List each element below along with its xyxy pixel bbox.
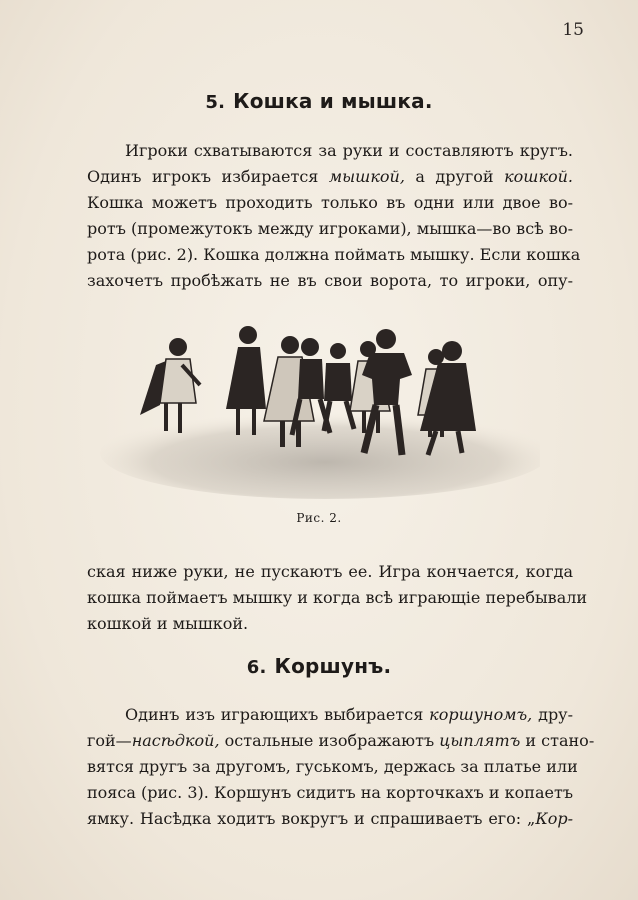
text-line <box>87 754 578 780</box>
text-line <box>87 728 595 754</box>
text-fragment: Одинъ изъ играющихъ выбирается <box>125 705 430 724</box>
text-fragment: ская ниже руки, не пускаютъ ее. Игра кончается, когда <box>87 562 573 581</box>
section-5-title: Кошка и мышка. <box>233 89 433 113</box>
italic-term: насѣдкой, <box>131 731 220 750</box>
text-fragment: ротъ (промежутокъ между игроками), мышка—во всѣ во- <box>87 219 573 238</box>
figure-illustration <box>100 305 540 500</box>
text-fragment: дру- <box>532 705 574 724</box>
text-fragment: кошка поймаетъ мышку и когда всѣ играющіе перебывали <box>87 588 588 607</box>
text-fragment: пояса (рис. 3). Коршунъ сидитъ на корточкахъ и копаетъ <box>87 783 573 802</box>
text-fragment: вятся другъ за другомъ, гуськомъ, держась за платье или <box>87 757 578 776</box>
italic-term: Кор- <box>535 809 573 828</box>
italic-term: цыплятъ <box>439 731 521 750</box>
text-fragment: захочетъ пробѣжать не въ свои ворота, то игроки, опу- <box>87 271 573 290</box>
text-fragment: и стано- <box>520 731 595 750</box>
text-line <box>87 268 573 294</box>
text-line <box>87 702 573 728</box>
text-fragment: гой— <box>87 731 132 750</box>
text-line <box>87 559 573 585</box>
text-line <box>87 611 573 637</box>
section-5-heading <box>0 89 638 113</box>
section-5-continuation <box>87 559 588 637</box>
section-5-paragraph <box>87 138 581 294</box>
italic-term: мышкой, <box>328 167 405 186</box>
text-line <box>87 138 573 164</box>
section-6-paragraph <box>87 702 595 832</box>
text-line <box>87 242 581 268</box>
italic-term: коршуномъ, <box>429 705 533 724</box>
text-line <box>87 164 573 190</box>
italic-term: кошкой. <box>504 167 574 186</box>
page-number: 15 <box>562 20 584 40</box>
text-fragment: остальные изображаютъ <box>219 731 440 750</box>
text-fragment: а другой <box>404 167 505 186</box>
section-6-number: 6. <box>246 657 267 678</box>
text-line <box>87 806 573 832</box>
text-fragment: рота (рис. 2). Кошка должна поймать мышку. Если кошка <box>87 245 581 264</box>
text-line <box>87 780 573 806</box>
text-line <box>87 190 573 216</box>
section-6-title: Коршунъ. <box>274 654 392 678</box>
section-6-heading <box>0 654 638 678</box>
text-fragment: Игроки схватываются за руки и составляютъ кругъ. <box>125 141 573 160</box>
text-fragment: Кошка можетъ проходить только въ одни или двое во- <box>87 193 573 212</box>
text-line <box>87 216 573 242</box>
text-fragment: кошкой и мышкой. <box>87 614 249 633</box>
text-fragment: ямку. Насѣдка ходитъ вокругъ и спрашиваетъ его: „ <box>87 809 536 828</box>
text-line <box>87 585 588 611</box>
section-5-number: 5. <box>205 92 226 113</box>
text-fragment: Одинъ игрокъ избирается <box>87 167 329 186</box>
figure-caption: Рис. 2. <box>296 511 342 525</box>
